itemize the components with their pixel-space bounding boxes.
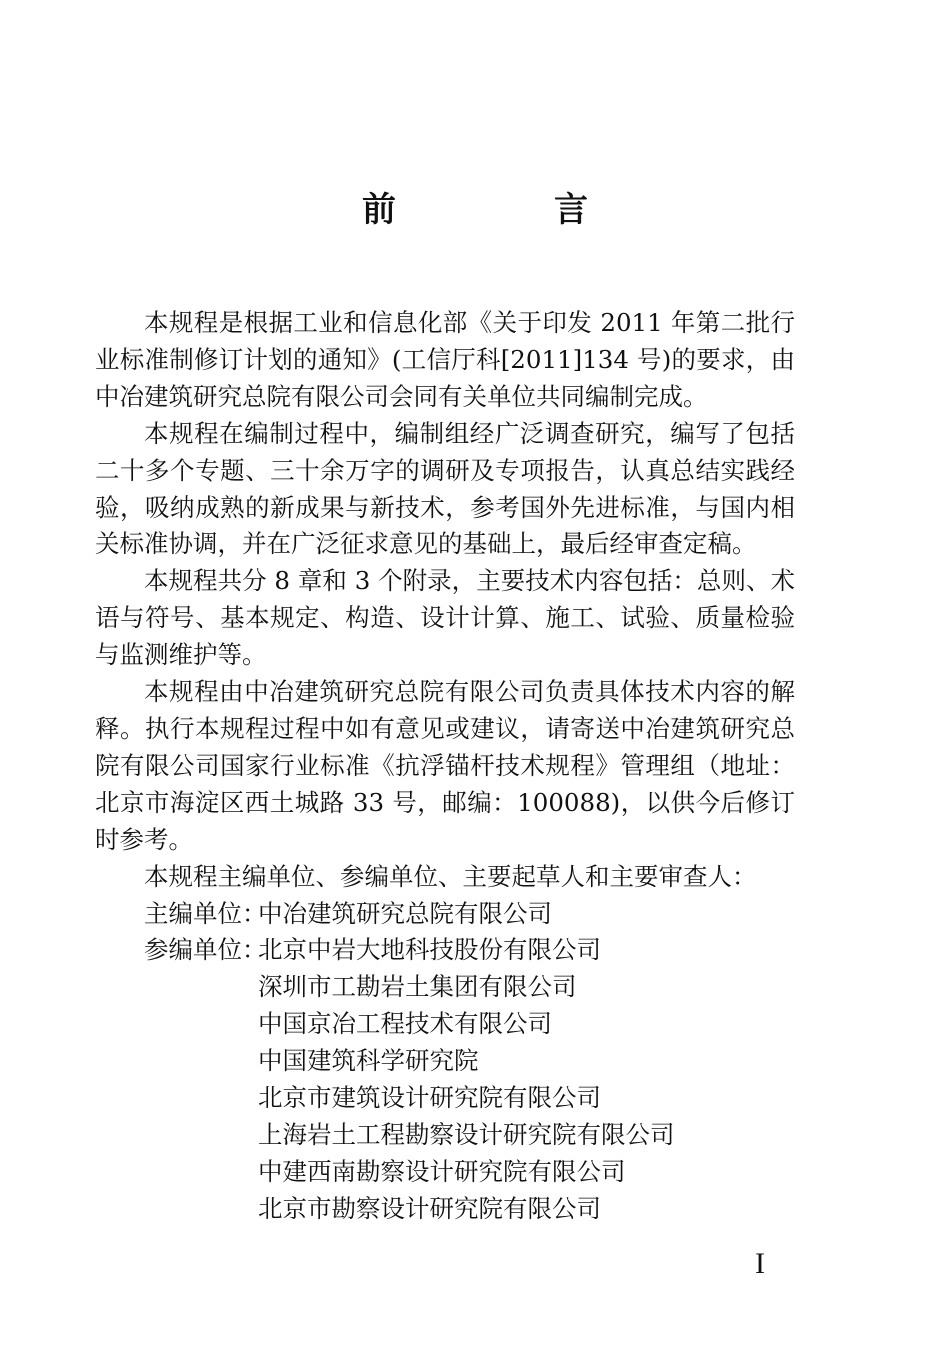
page-number: I [755, 1247, 765, 1280]
participating-unit: 深圳市工勘岩土集团有限公司 [258, 972, 577, 1002]
participating-units-list [258, 932, 675, 1227]
participating-unit: 北京市建筑设计研究院有限公司 [258, 1083, 601, 1113]
participating-units-row [95, 932, 795, 1227]
participating-unit: 北京中岩大地科技股份有限公司 [258, 935, 601, 965]
participating-unit: 北京市勘察设计研究院有限公司 [258, 1193, 601, 1223]
paragraph-credits-intro: 本规程主编单位、参编单位、主要起草人和主要审查人： [144, 861, 757, 891]
page-title: 前 言 [362, 190, 650, 230]
paragraph-contents: 本规程共分 8 章和 3 个附录，主要技术内容包括：总则、术语与符号、基本规定、构造、设计计算、施工、试验、质量检验与监测维护等。 [95, 566, 795, 670]
chief-editor-unit: 中冶建筑研究总院有限公司 [258, 898, 552, 928]
paragraph-process: 本规程在编制过程中，编制组经广泛调查研究，编写了包括二十多个专题、三十余万字的调研及专项报告，认真总结实践经验，吸纳成熟的新成果与新技术，参考国外先进标准，与国内相关标准协调，并在广泛征求意见的基础上，最后经审查定稿。 [95, 418, 795, 559]
participating-unit: 中国建筑科学研究院 [258, 1046, 479, 1076]
chief-editor-row [95, 896, 795, 933]
preface-body [95, 305, 795, 1228]
paragraph-basis: 本规程是根据工业和信息化部《关于印发 2011 年第二批行业标准制修订计划的通知》(工信厅科[2011]134 号)的要求，由中冶建筑研究总院有限公司会同有关单位共同编制完成。 [95, 308, 795, 411]
chief-editor-list [258, 896, 552, 933]
chief-editor-label: 主编单位： [144, 898, 267, 928]
participating-unit: 中建西南勘察设计研究院有限公司 [258, 1156, 626, 1186]
participating-unit: 上海岩土工程勘察设计研究院有限公司 [258, 1119, 675, 1149]
participating-units-label: 参编单位： [144, 935, 267, 965]
paragraph-interpretation: 本规程由中冶建筑研究总院有限公司负责具体技术内容的解释。执行本规程过程中如有意见或建议，请寄送中冶建筑研究总院有限公司国家行业标准《抗浮锚杆技术规程》管理组（地址：北京市海淀区西土城路 33 号，邮编：100088)，以供今后修订时参考。 [95, 677, 795, 854]
participating-unit: 中国京冶工程技术有限公司 [258, 1009, 552, 1039]
